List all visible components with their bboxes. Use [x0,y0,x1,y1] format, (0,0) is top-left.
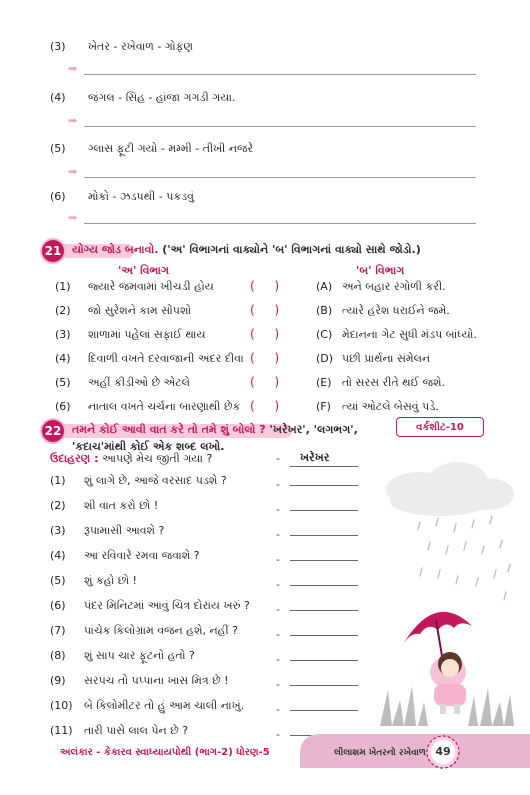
answer-line[interactable] [290,710,358,711]
item-number: (9) [50,674,66,687]
item-text: શું કહો છો ! [84,574,137,587]
example-answer: ખરેખર [300,451,330,464]
answer-line[interactable] [290,660,358,661]
item-number: (5) [50,574,66,587]
match-a-number: (3) [55,328,71,341]
item-text: પાંચેક કિલોગ્રામ વજન હશે, નહીં ? [84,624,238,637]
match-a-text: નાતાલ વખતે ચર્ચના બારણાથી છેક [88,400,241,413]
dash: - [276,603,280,616]
item-text: જંગલ - સિંહ - હાંજા ગગડી ગયા. [88,91,236,104]
answer-line[interactable] [290,560,358,561]
match-b-text: ત્યાં ઓટલે બેસવું પડે. [342,400,439,413]
item-number: (3) [50,40,66,53]
item-number: (6) [50,190,66,203]
item-number: (4) [50,549,66,562]
answer-line [290,466,358,467]
arrow-icon: ➡ [68,114,78,127]
footer-chapter-title: લીલાશમ ખેતરનો રખેવાળ [334,748,426,758]
match-a-text: જ્યારે જમવામાં ખીચડી હોય [88,280,214,293]
item-number: (6) [50,599,66,612]
example-label: ઉદાહરણ : [50,452,99,465]
item-text: શું સાપ ચાર ફૂટનો હતો ? [84,649,195,662]
answer-line[interactable] [290,610,358,611]
match-a-number: (6) [55,400,71,413]
dash: - [276,653,280,666]
dash: - [276,578,280,591]
section-21-title-rest: ('અ' વિભાગનાં વાક્યોને 'બ' વિભાગનાં વાક્યો સાથે જોડો.) [162,243,421,256]
answer-parentheses[interactable]: ( ) [250,327,288,341]
section-22-title-lead: તમને કોઈ આવી વાત કરે તો તમે શું બોલો ? [72,423,266,436]
match-b-letter: (B) [316,304,333,317]
item-text: શી વાત કરો છો ! [84,499,159,512]
dash: - [276,503,280,516]
match-b-letter: (F) [316,400,331,413]
section-21-badge: 21 [42,240,64,262]
example-text: આપણે મેચ જીતી ગયા ? [102,452,213,465]
match-b-text: પછી પ્રાર્થના સંમેલન [342,352,431,365]
item-text: રૂપામાસી આવશે ? [84,524,165,537]
section-22-title-line2: 'કદાચ'માંથી કોઈ એક શબ્દ લખો. [72,440,225,453]
column-a-heading: 'અ' વિભાગ [118,264,170,277]
answer-line[interactable] [290,685,358,686]
answer-parentheses[interactable]: ( ) [250,303,288,317]
arrow-icon: ➡ [68,211,78,224]
item-number: (5) [50,142,66,155]
item-number: (8) [50,649,66,662]
section-21-title [72,243,421,257]
match-a-text: જો સુરેશને કામ સોંપશો [88,304,192,317]
answer-line[interactable] [290,635,358,636]
match-a-text: દિવાળી વખતે દરવાજાની અંદર દીવા [88,352,244,365]
match-a-number: (1) [55,280,71,293]
answer-parentheses[interactable]: ( ) [250,399,288,413]
item-text: પંદર મિનિટમાં આવું ચિત્ર દોરાય ખરું ? [84,599,250,612]
item-number: (2) [50,499,66,512]
item-text: સરપંચ તો પપ્પાના ખાસ મિત્ર છે ! [84,674,229,687]
answer-parentheses[interactable]: ( ) [250,351,288,365]
answer-line[interactable] [84,177,476,178]
match-a-text: શાળામાં પહેલાં સફાઈ થાય [88,328,206,341]
arrow-icon: ➡ [68,62,78,75]
match-a-text: અહીં કીડીઓ છે એટલે [88,376,190,389]
match-b-letter: (D) [316,352,334,365]
match-b-text: અને બહાર રંગોળી કરી. [342,280,446,293]
dash: - [276,452,280,465]
page-number: 49 [435,745,451,758]
dash: - [276,528,280,541]
answer-parentheses[interactable]: ( ) [250,375,288,389]
item-text: ખેતર - રખેવાળ - ગોફણ [88,40,194,53]
section-22-badge: 22 [42,420,64,442]
footer-book-title: અલંકાર - કેકારવ સ્વાધ્યાયપોથી (ભાગ-2) ધોરણ-5 [60,747,270,758]
section-22-title [72,423,358,437]
item-text: આ રવિવારે રમવા જવાશે ? [84,549,200,562]
example-row [50,452,212,466]
match-b-letter: (C) [316,328,333,341]
match-b-text: ત્યારે હરેશ ધરાઈને જમે. [342,304,450,317]
match-b-letter: (E) [316,376,332,389]
answer-line[interactable] [84,126,476,127]
column-b-heading: 'બ' વિભાગ [356,264,405,277]
dash: - [276,553,280,566]
match-a-number: (2) [55,304,71,317]
item-number: (7) [50,624,66,637]
answer-line[interactable] [290,510,358,511]
match-a-number: (4) [55,352,71,365]
answer-line[interactable] [290,485,358,486]
answer-line[interactable] [290,535,358,536]
girl-with-umbrella-illustration [360,450,520,732]
answer-line[interactable] [290,585,358,586]
item-text: શું લાગે છે, આજે વરસાદ પડશે ? [84,474,227,487]
dash: - [276,628,280,641]
item-text: ગ્લાસ ફૂટી ગયો - મમ્મી - તીખી નજરે [88,142,254,155]
match-b-letter: (A) [316,280,333,293]
item-text: બે કિલોમીટર તો હું આમ ચાલી નાખું. [84,699,245,712]
dash: - [276,728,280,741]
section-21-title-lead: યોગ્ય જોડ બનાવો. [72,243,159,256]
arrow-icon: ➡ [68,165,78,178]
item-text: તારી પાસે લાલ પેન છે ? [84,724,189,737]
match-b-text: તો સરસ રીતે થઈ જશે. [342,376,445,389]
answer-line[interactable] [84,223,476,224]
match-b-text: મેદાનના ગેટ સુધી મંડપ બાંધ્યો. [342,328,477,341]
worksheet-badge: વર્કશીટ-10 [396,417,484,437]
answer-line[interactable] [84,74,476,75]
dash: - [276,678,280,691]
item-text: મોકો - ઝડપથી - પકડવું [88,190,195,203]
item-number: (11) [50,724,73,737]
match-a-number: (5) [55,376,71,389]
item-number: (3) [50,524,66,537]
section-22-title-rest: 'ખરેખર', 'લગભગ', [269,423,358,436]
item-number: (10) [50,699,73,712]
dash: - [276,703,280,716]
item-number: (1) [50,474,66,487]
answer-parentheses[interactable]: ( ) [250,279,288,293]
dash: - [276,478,280,491]
item-number: (4) [50,91,66,104]
